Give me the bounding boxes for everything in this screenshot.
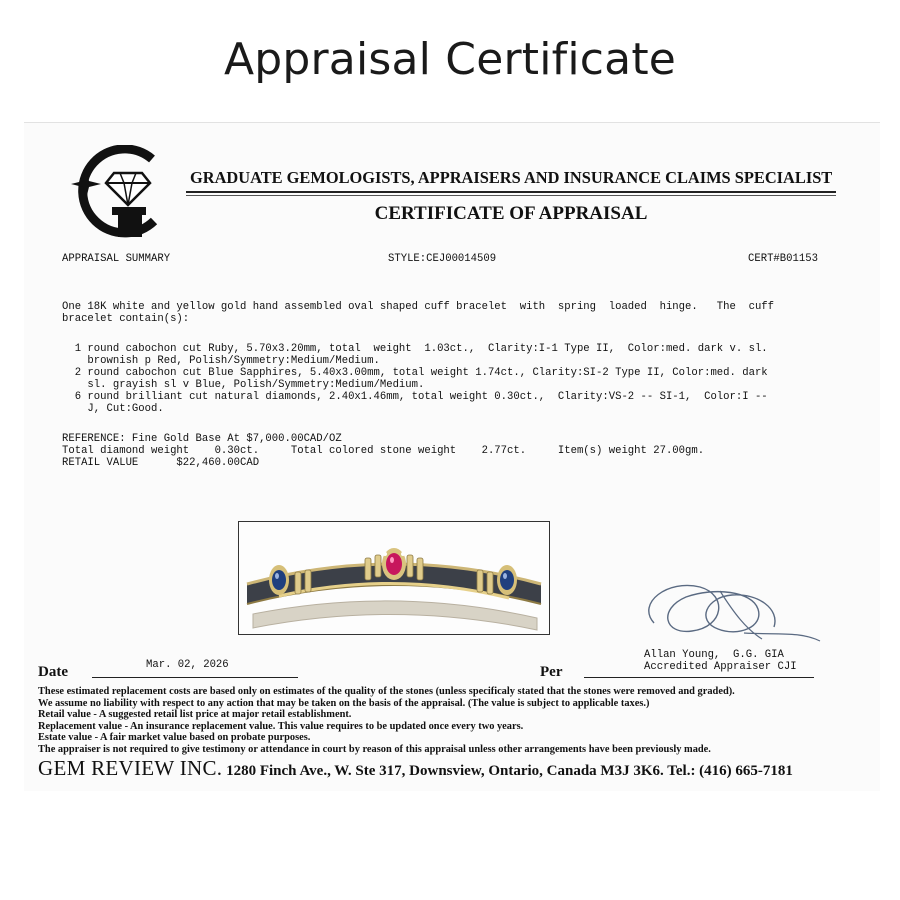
header-rule [186,191,836,193]
certificate-number: CERT#B01153 [748,253,818,265]
organization-name: GRADUATE GEMOLOGISTS, APPRAISERS AND INSURANCE CLAIMS SPECIALIST [190,168,833,187]
date-value: Mar. 02, 2026 [146,659,229,671]
appraisal-summary-label: APPRAISAL SUMMARY [62,253,171,265]
company-footer [38,756,878,781]
disclaimer-line: The appraiser is not required to give testimony or attendance in court by reason of this appraisal unless other arrangements have been previously made. [38,743,711,755]
header-rule-thin [186,195,836,196]
stone-details: 1 round cabochon cut Ruby, 5.70x3.20mm, total weight 1.03ct., Clarity:I-1 Type II, Color:med. dark v. sl. brownish p Red, Polish/Symmetry:Medium/Medium. 2 round cabochon cut Blue Sapphires, 5.40x3.00mm, total weight 1.74ct., Clarity:SI-2 Type II, Color:med. dark sl. grayish sl v Blue, Polish/Symmetry:Medium/Medium. 6 round brilliant cut natural diamonds, 2.40x1.46mm, total weight 0.30ct., Clarity:VS-2 -- SI-1, Color:I -- J, Cut:Good. [74,343,768,415]
per-label: Per [540,664,563,680]
appraiser-name: Allan Young, G.G. GIA Accredited Appraiser CJI [644,649,797,673]
disclaimer-notes [38,686,868,756]
page-heading: Appraisal Certificate [223,34,677,85]
disclaimer-line: These estimated replacement costs are based only on estimates of the quality of the stones (unless specificaly stated that the stones were removed and graded). [38,686,735,697]
item-description: One 18K white and yellow gold hand assembled oval shaped cuff bracelet with spring loaded hinge. The cuff bracelet contain(s): [62,301,775,325]
disclaimer-line: Estate value - A fair market value based on probate purposes. [38,732,311,744]
date-line [92,677,298,678]
appraisal-certificate [24,122,880,791]
totals-and-value: REFERENCE: Fine Gold Base At $7,000.00CAD/OZ Total diamond weight 0.30ct. Total colored stone weight 2.77ct. Item(s) weight 27.00gm. RETAIL VALUE $22,460.00CAD [62,433,705,469]
disclaimer-line: Replacement value - An insurance replacement value. This value requires to be updated once every two years. [38,720,524,732]
certificate-title: CERTIFICATE OF APPRAISAL [374,203,648,224]
gem-logo-icon [64,145,164,245]
bracelet-photo [238,521,550,635]
company-name: GEM REVIEW INC. [38,756,223,780]
company-address: 1280 Finch Ave., W. Ste 317, Downsview, Ontario, Canada M3J 3K6. Tel.: (416) 665-7181 [222,763,793,779]
disclaimer-line: We assume no liability with respect to any action that may be taken on the basis of the appraisal. (The value is subject to applicable taxes.) [38,697,650,709]
date-row [38,659,338,681]
appraiser-signature [634,573,834,651]
style-number: STYLE:CEJ00014509 [388,253,497,265]
disclaimer-line: Retail value - A suggested retail list price at major retail establishment. [38,709,352,721]
per-signature-line [584,677,814,678]
date-label: Date [38,664,68,680]
